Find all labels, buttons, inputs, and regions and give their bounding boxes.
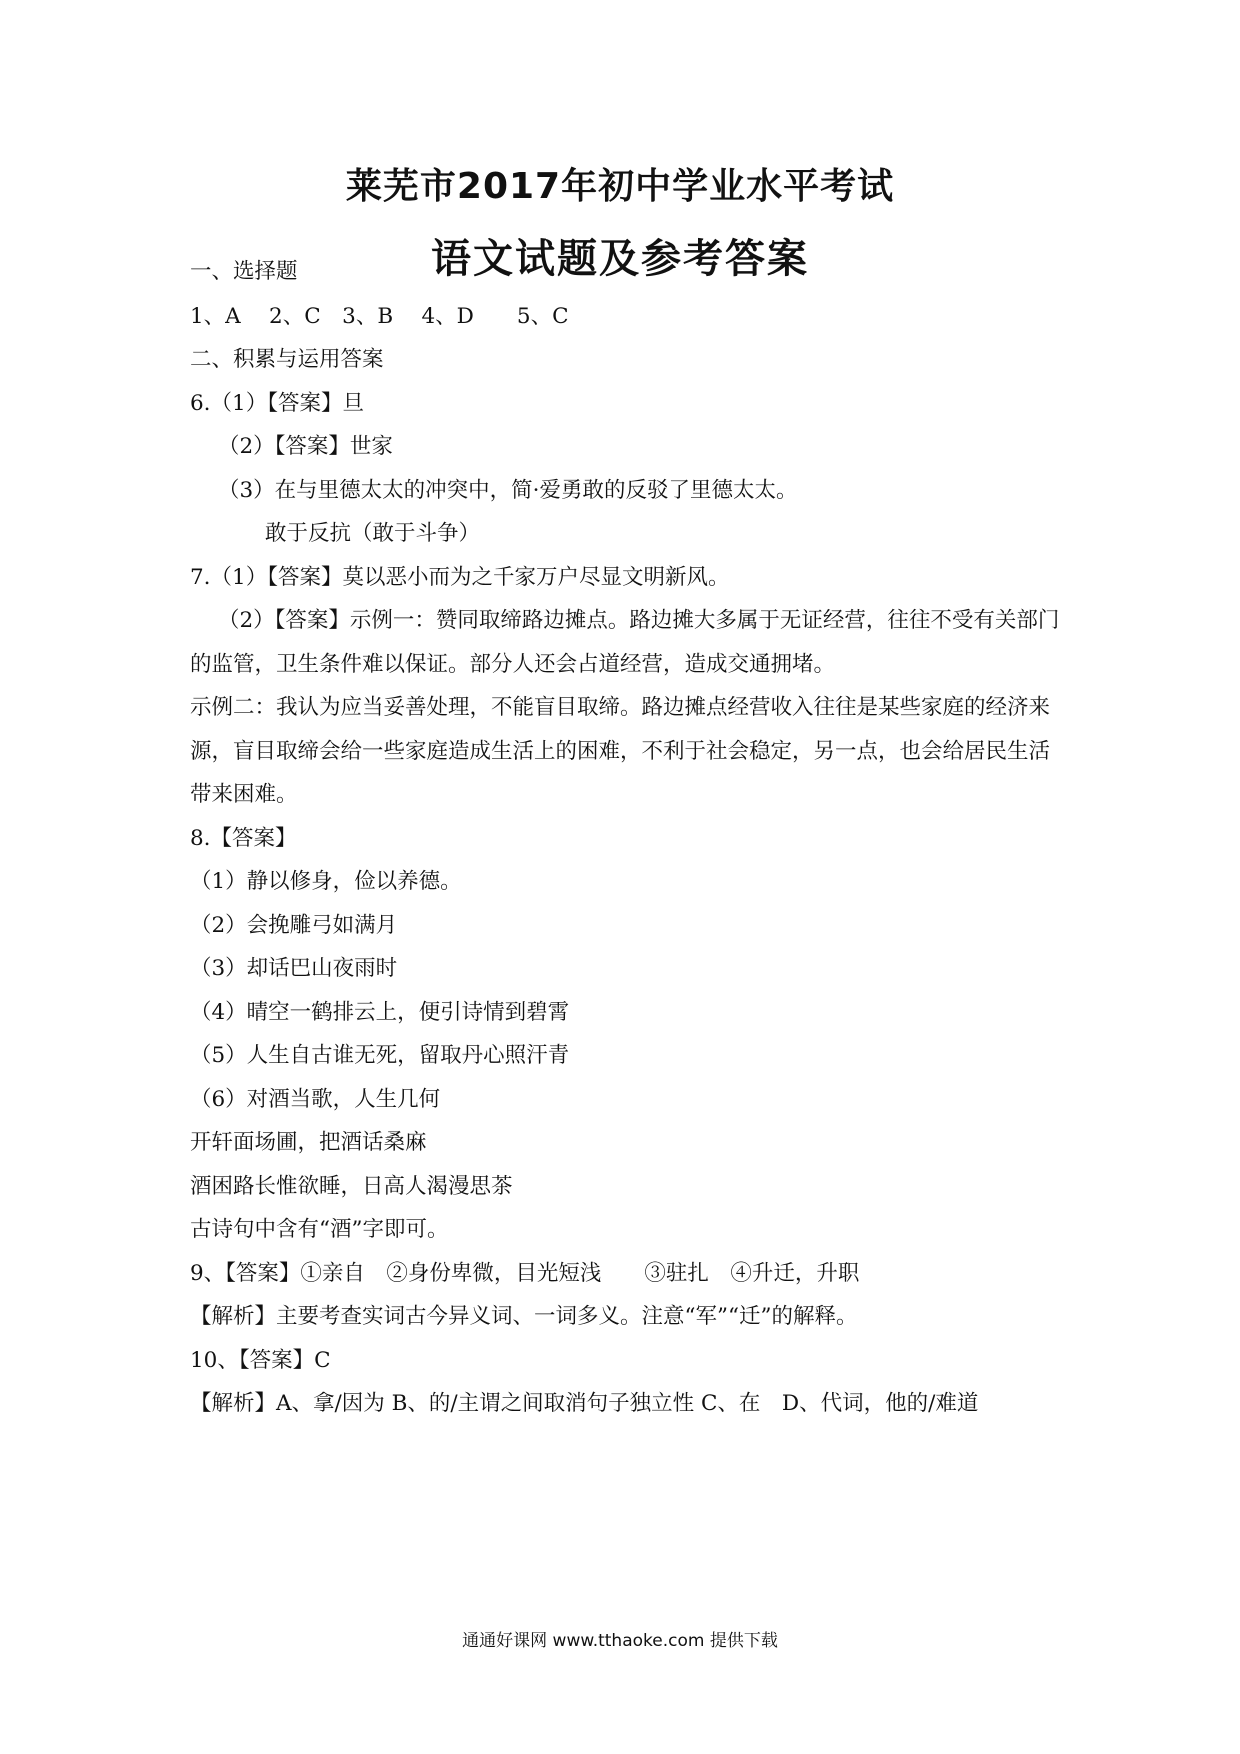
- answer-line-q6-2: （2）【答案】世家: [218, 434, 393, 459]
- answer-line-q7-1: 7.（1）【答案】莫以恶小而为之千家万户尽显文明新风。: [190, 565, 730, 590]
- answer-line-q10: 10、【答案】C: [190, 1348, 331, 1373]
- section-heading-accumulation: 二、积累与运用答案: [190, 347, 384, 372]
- section-heading-choice: 一、选择题: [190, 259, 298, 284]
- answer-line-q8-1: （1）静以修身，俭以养德。: [190, 869, 462, 894]
- answer-line-q6-3: （3）在与里德太太的冲突中，简·爱勇敢的反驳了里德太太。: [218, 478, 798, 503]
- answer-line-q8-5: （5）人生自古谁无死，留取丹心照汗青: [190, 1043, 570, 1068]
- answer-line-q8-note: 古诗句中含有“酒”字即可。: [190, 1217, 449, 1242]
- answer-line-q7-example2b: 源，盲目取缔会给一些家庭造成生活上的困难，不利于社会稳定，另一点，也会给居民生活: [190, 739, 1051, 764]
- answer-line-choice: 1、A 2、C 3、B 4、D 5、C: [190, 304, 569, 329]
- answer-line-q6-3b: 敢于反抗（敢于斗争）: [265, 521, 481, 546]
- page-footer: 通通好课网 www.tthaoke.com 提供下载: [462, 1631, 778, 1651]
- analysis-line-q10: 【解析】A、拿/因为 B、的/主谓之间取消句子独立性 C、在 D、代词，他的/难道: [190, 1391, 979, 1416]
- answer-line-q7-example2c: 带来困难。: [190, 782, 298, 807]
- answer-line-q8-poem2: 酒困路长惟欲睡，日高人渴漫思茶: [190, 1174, 513, 1199]
- answer-line-q7-2b: 的监管，卫生条件难以保证。部分人还会占道经营，造成交通拥堵。: [190, 652, 836, 677]
- answer-line-q8-6: （6）对酒当歌，人生几何: [190, 1087, 441, 1112]
- answer-line-q9: 9、【答案】①亲自 ②身份卑微，目光短浅 ③驻扎 ④升迁，升职: [190, 1261, 860, 1286]
- answer-line-q8-poem1: 开轩面场圃，把酒话桑麻: [190, 1130, 427, 1155]
- answer-line-q8-2: （2）会挽雕弓如满月: [190, 913, 398, 938]
- document-title: 莱芜市2017年初中学业水平考试: [345, 166, 895, 207]
- answer-line-q8-4: （4）晴空一鹤排云上，便引诗情到碧霄: [190, 1000, 570, 1025]
- document-subtitle: 语文试题及参考答案: [431, 236, 809, 282]
- analysis-line-q9: 【解析】主要考查实词古今异义词、一词多义。注意“军”“迁”的解释。: [190, 1304, 858, 1329]
- answer-line-q8-3: （3）却话巴山夜雨时: [190, 956, 398, 981]
- answer-line-q7-example2: 示例二：我认为应当妥善处理，不能盲目取缔。路边摊点经营收入往往是某些家庭的经济来: [190, 695, 1051, 720]
- answer-line-q8: 8.【答案】: [190, 826, 297, 851]
- answer-line-q6-1: 6.（1）【答案】旦: [190, 391, 364, 416]
- answer-line-q7-2: （2）【答案】示例一：赞同取缔路边摊点。路边摊大多属于无证经营，往往不受有关部门: [218, 608, 1060, 633]
